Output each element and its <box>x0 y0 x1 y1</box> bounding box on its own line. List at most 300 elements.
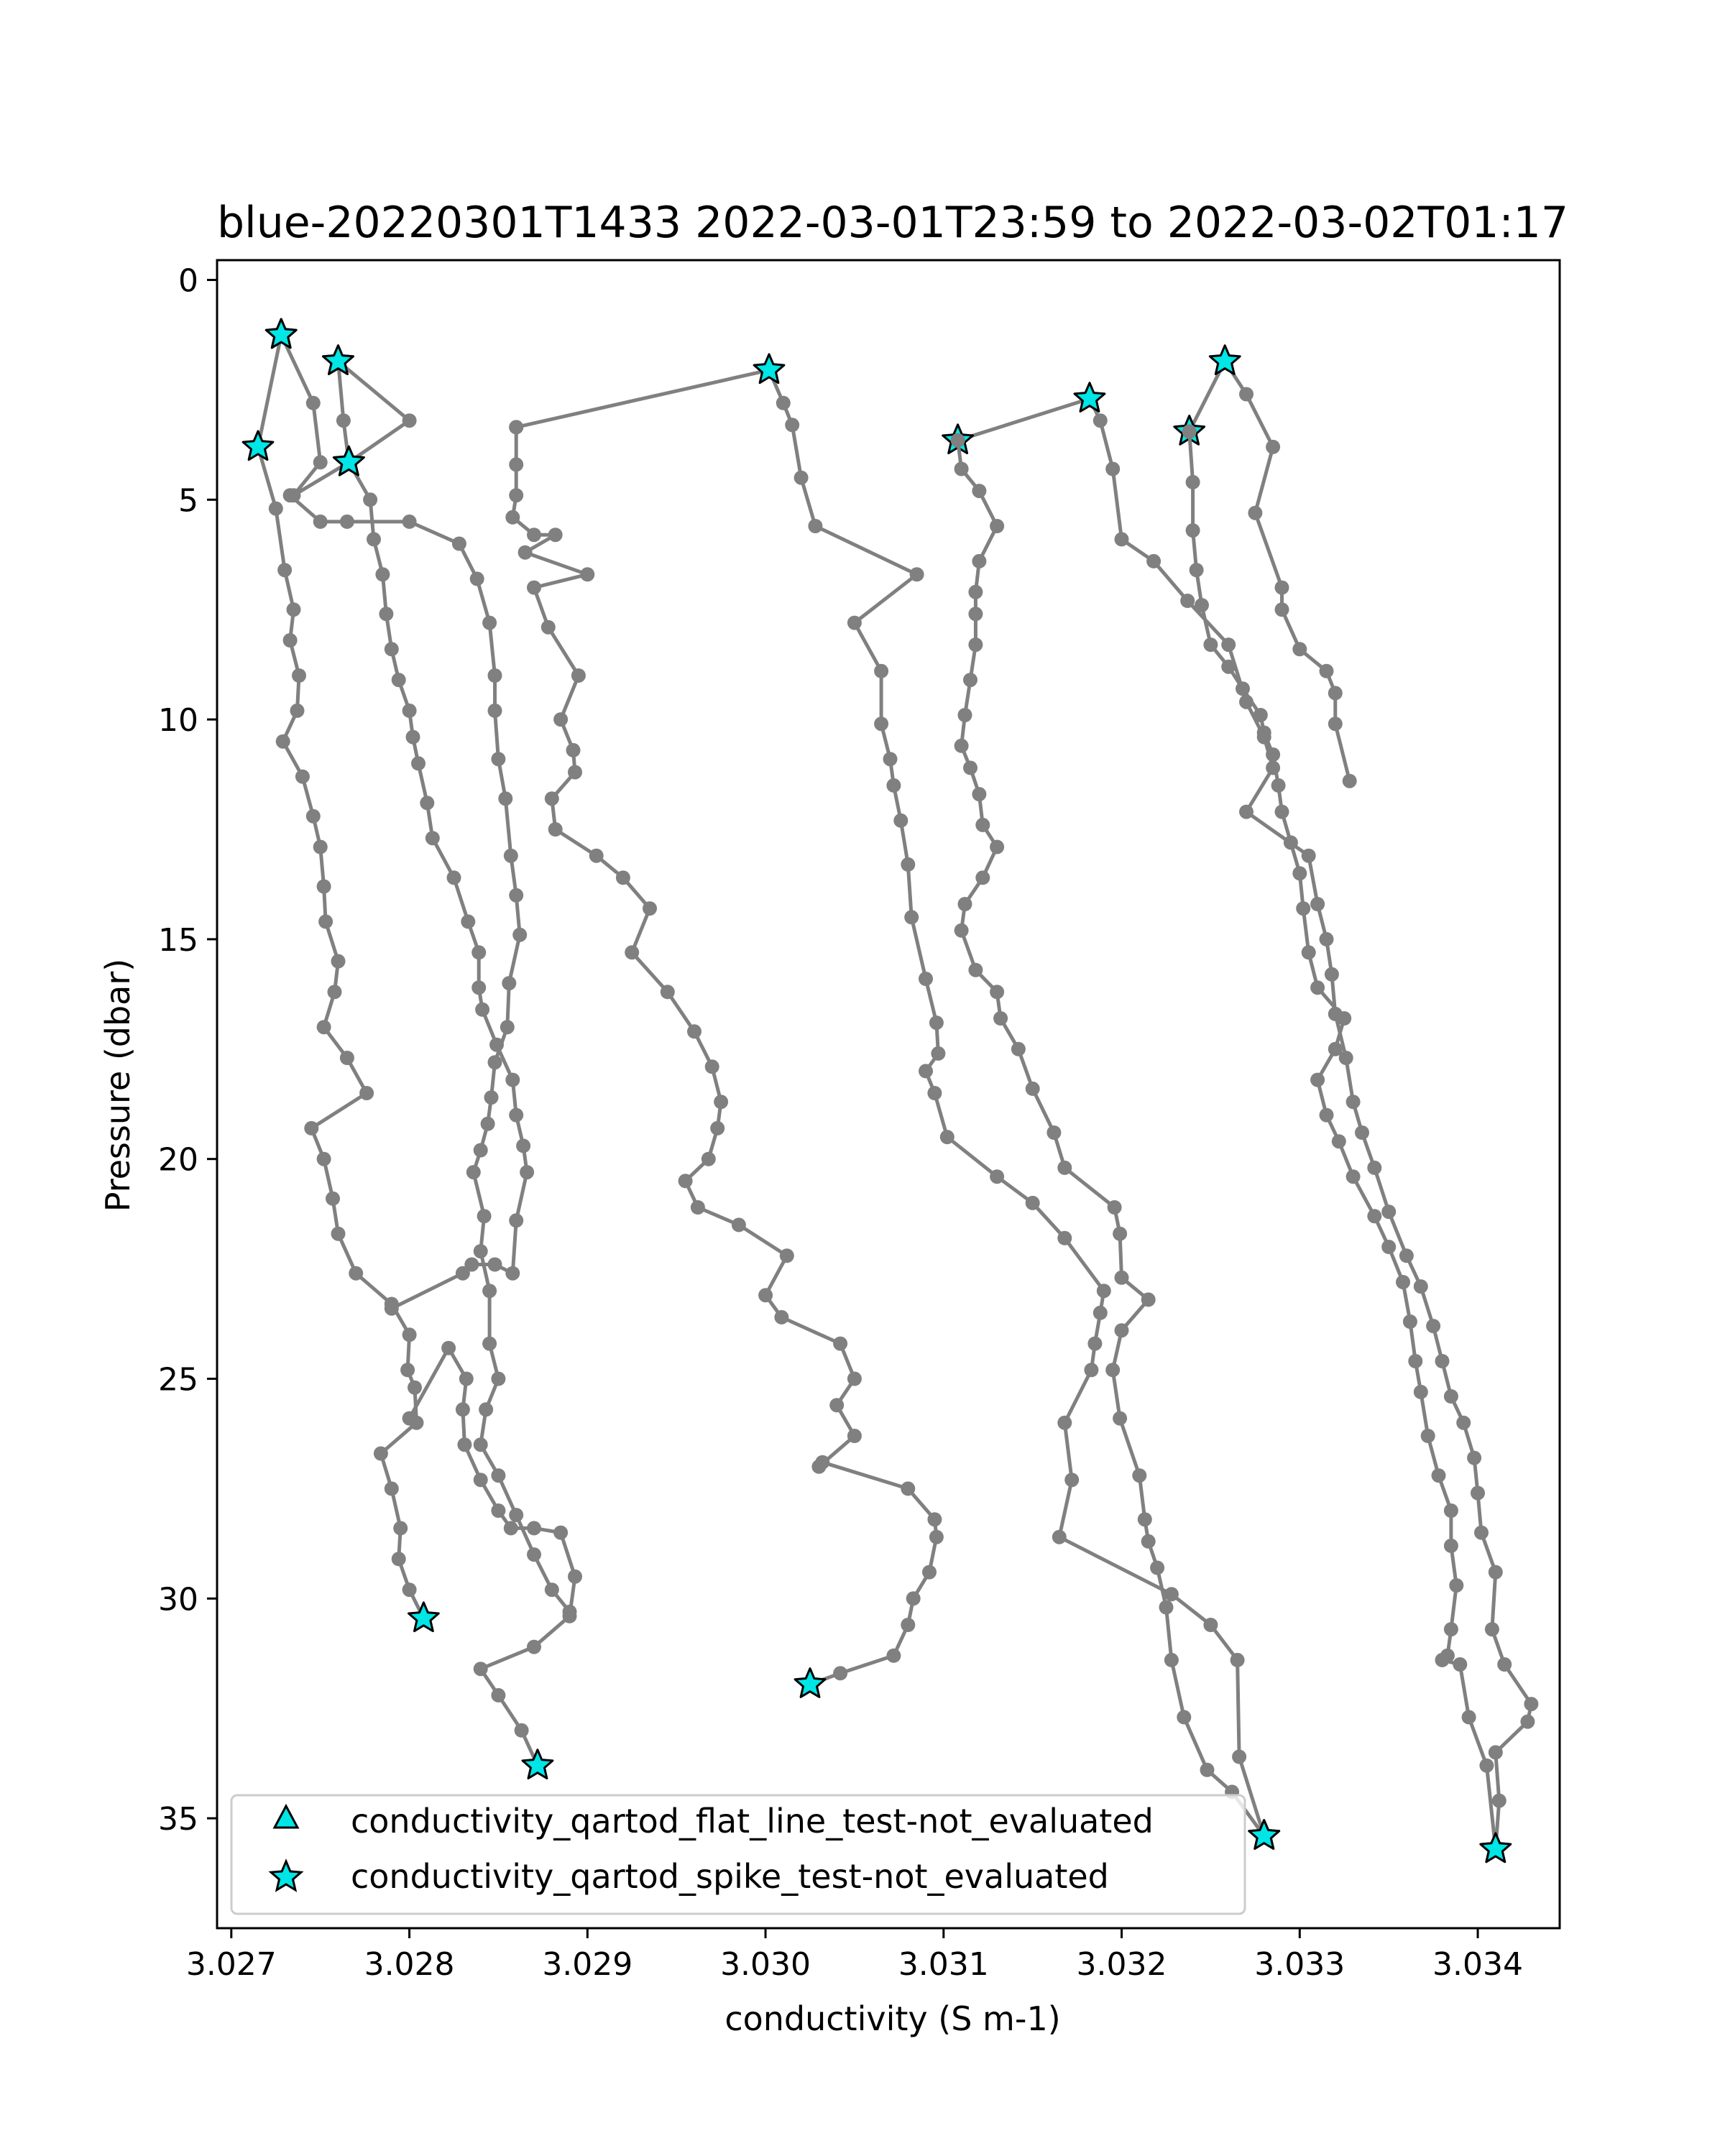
data-point <box>616 870 630 885</box>
data-point <box>488 668 502 683</box>
data-point <box>1232 1750 1246 1764</box>
data-point <box>1141 1292 1156 1307</box>
data-point <box>1435 1653 1450 1667</box>
data-point <box>901 1481 915 1496</box>
data-point <box>318 914 333 929</box>
data-point <box>1230 1653 1245 1667</box>
data-point <box>972 787 986 801</box>
data-point <box>457 1437 472 1452</box>
data-point <box>714 1095 728 1109</box>
data-point <box>1337 1011 1351 1026</box>
data-point <box>968 963 983 977</box>
data-point <box>625 945 639 959</box>
data-point <box>1115 1271 1129 1285</box>
data-point <box>886 778 901 793</box>
data-point <box>509 1508 523 1522</box>
data-point <box>306 809 321 824</box>
data-point <box>292 668 306 683</box>
data-point <box>402 1327 417 1342</box>
data-point <box>482 616 497 630</box>
data-point <box>1367 1209 1381 1223</box>
data-point <box>527 528 541 542</box>
data-point <box>518 545 533 560</box>
data-point <box>929 1015 944 1030</box>
data-point <box>406 730 420 745</box>
y-tick-label: 25 <box>158 1361 198 1399</box>
data-point <box>317 880 331 894</box>
data-point <box>474 1662 488 1676</box>
data-point <box>472 945 486 959</box>
data-point <box>847 1429 862 1443</box>
data-point <box>475 1003 489 1017</box>
data-point <box>732 1217 746 1232</box>
data-point <box>488 1258 502 1272</box>
data-point <box>466 1165 481 1179</box>
data-point <box>1057 1231 1072 1245</box>
y-tick-label: 30 <box>158 1581 198 1618</box>
data-point <box>1132 1468 1146 1483</box>
data-point <box>1186 523 1200 538</box>
data-point <box>505 1266 520 1281</box>
legend <box>231 1795 1245 1914</box>
data-point <box>571 668 586 683</box>
data-point <box>580 567 594 581</box>
data-point <box>774 1310 788 1325</box>
data-point <box>456 1402 470 1416</box>
data-point <box>1453 1657 1467 1672</box>
data-point <box>1115 1323 1129 1337</box>
data-point <box>515 1723 529 1738</box>
data-point <box>1057 1161 1072 1175</box>
data-point <box>1444 1539 1458 1553</box>
legend-label-spike: conductivity_qartod_spike_test-not_evaluated <box>351 1857 1109 1896</box>
data-point <box>461 914 475 929</box>
data-point <box>1108 1200 1122 1215</box>
data-point <box>1421 1429 1435 1443</box>
data-point <box>1084 1363 1098 1377</box>
data-point <box>901 1618 915 1632</box>
data-point <box>491 1468 505 1483</box>
data-point <box>954 739 969 753</box>
x-tick-label: 3.028 <box>364 1946 455 1983</box>
data-point <box>1138 1512 1152 1526</box>
data-point <box>785 418 799 432</box>
data-point <box>678 1174 693 1188</box>
data-point <box>459 1372 474 1386</box>
data-point <box>349 1266 363 1281</box>
data-point <box>1320 932 1334 946</box>
data-point <box>1346 1095 1361 1109</box>
data-point <box>1381 1204 1396 1219</box>
data-point <box>661 985 675 999</box>
data-point <box>488 704 502 718</box>
data-point <box>1113 1227 1127 1241</box>
data-point <box>1435 1354 1450 1368</box>
y-tick-label: 0 <box>178 262 198 300</box>
data-point <box>1328 1042 1343 1056</box>
data-point <box>927 1086 942 1100</box>
data-point <box>548 822 563 837</box>
data-point <box>702 1152 716 1166</box>
data-point <box>940 1130 954 1144</box>
data-point <box>1275 805 1289 819</box>
data-point <box>954 462 969 476</box>
data-point <box>1052 1530 1067 1544</box>
data-point <box>833 1666 847 1680</box>
data-point <box>1271 778 1286 793</box>
data-point <box>1087 1337 1102 1351</box>
data-point <box>491 1372 505 1386</box>
data-point <box>474 1473 488 1487</box>
data-point <box>474 1437 488 1452</box>
data-point <box>1444 1622 1458 1636</box>
data-point <box>1292 642 1307 656</box>
data-point <box>1310 1073 1325 1087</box>
data-point <box>1105 462 1120 476</box>
data-point <box>1479 1759 1494 1773</box>
data-point <box>963 760 978 775</box>
data-point <box>1093 413 1108 428</box>
data-point <box>794 471 809 485</box>
data-point <box>951 433 965 448</box>
data-point <box>1408 1354 1422 1368</box>
data-point <box>1292 866 1307 880</box>
data-point <box>1182 425 1197 439</box>
data-point <box>482 1284 497 1298</box>
data-point <box>808 519 822 533</box>
data-point <box>687 1024 702 1038</box>
data-point <box>847 616 862 630</box>
data-point <box>922 1565 937 1580</box>
data-point <box>1449 1578 1463 1593</box>
data-point <box>340 515 354 529</box>
data-point <box>1310 980 1325 995</box>
data-point <box>313 840 328 854</box>
y-tick-label: 20 <box>158 1141 198 1179</box>
data-point <box>306 396 321 410</box>
data-point <box>509 1213 523 1227</box>
data-point <box>527 1521 541 1535</box>
data-point <box>758 1288 773 1302</box>
data-point <box>374 1447 388 1461</box>
data-point <box>1302 945 1316 959</box>
data-point <box>1159 1600 1174 1615</box>
data-point <box>1489 1565 1503 1580</box>
data-point <box>553 1526 568 1540</box>
data-point <box>1414 1279 1428 1294</box>
data-point <box>975 870 990 885</box>
data-point <box>1248 506 1262 520</box>
x-tick-label: 3.027 <box>185 1946 277 1983</box>
data-point <box>1432 1468 1446 1483</box>
data-point <box>910 567 924 581</box>
y-tick-label: 15 <box>158 921 198 959</box>
data-point <box>1310 897 1325 911</box>
data-point <box>502 976 516 990</box>
data-point <box>402 1411 417 1426</box>
data-point <box>1254 708 1268 722</box>
data-point <box>331 1227 346 1241</box>
data-point <box>482 1337 497 1351</box>
data-point <box>1026 1082 1040 1096</box>
data-point <box>505 1073 520 1087</box>
data-point <box>447 870 461 885</box>
data-point <box>1284 835 1298 849</box>
data-point <box>313 455 328 469</box>
data-point <box>1146 554 1161 568</box>
data-point <box>1325 967 1339 982</box>
data-point <box>504 1521 518 1535</box>
data-point <box>874 664 888 678</box>
data-point <box>317 1020 331 1034</box>
data-point <box>328 985 342 999</box>
data-point <box>283 488 298 502</box>
data-point <box>929 1530 944 1544</box>
data-point <box>1046 1125 1061 1140</box>
data-point <box>589 849 604 863</box>
data-point <box>385 1302 399 1316</box>
data-point <box>568 1570 582 1584</box>
data-point <box>1414 1385 1428 1399</box>
data-point <box>479 1402 493 1416</box>
data-point <box>1471 1486 1485 1501</box>
data-point <box>1257 726 1271 740</box>
data-point <box>919 972 933 986</box>
data-point <box>1221 660 1236 674</box>
data-point <box>833 1337 847 1351</box>
data-point <box>283 633 298 648</box>
chart-title: blue-20220301T1433 2022-03-01T23:59 to 2022-03-02T01:17 <box>216 198 1569 248</box>
data-point <box>691 1200 705 1215</box>
data-point <box>295 770 310 784</box>
data-point <box>1467 1451 1481 1465</box>
data-point <box>847 1372 862 1386</box>
data-point <box>927 1512 942 1526</box>
data-point <box>710 1121 724 1135</box>
data-point <box>963 673 978 687</box>
data-point <box>1343 774 1357 788</box>
data-point <box>931 1046 945 1061</box>
data-point <box>1164 1653 1179 1667</box>
data-point <box>512 928 527 942</box>
data-point <box>1462 1710 1476 1724</box>
data-point <box>780 1248 794 1263</box>
data-point <box>527 581 541 595</box>
data-point <box>1320 664 1334 678</box>
x-tick-label: 3.029 <box>542 1946 633 1983</box>
data-point <box>1164 1587 1179 1601</box>
data-point <box>505 510 520 525</box>
data-point <box>509 420 523 434</box>
data-point <box>408 1381 422 1395</box>
data-point <box>1203 637 1218 652</box>
data-point <box>993 1011 1008 1026</box>
data-point <box>359 1086 374 1100</box>
data-point <box>1396 1275 1410 1289</box>
data-point <box>1275 581 1289 595</box>
data-point <box>520 1165 534 1179</box>
data-point <box>893 814 908 828</box>
data-point <box>705 1059 719 1074</box>
data-point <box>509 488 523 502</box>
data-point <box>545 791 559 806</box>
x-tick-label: 3.032 <box>1076 1946 1167 1983</box>
data-point <box>392 673 406 687</box>
data-point <box>1115 532 1129 546</box>
data-point <box>968 585 983 599</box>
data-point <box>402 1583 417 1597</box>
data-point <box>1266 747 1280 762</box>
data-point <box>317 1152 331 1166</box>
data-point <box>402 515 417 529</box>
data-point <box>426 831 440 845</box>
data-point <box>326 1192 340 1206</box>
data-point <box>1399 1248 1414 1263</box>
data-point <box>919 1064 933 1078</box>
data-point <box>1456 1416 1471 1430</box>
data-point <box>1239 387 1254 402</box>
data-point <box>527 1547 541 1562</box>
data-point <box>990 1169 1004 1184</box>
data-point <box>488 1055 502 1069</box>
data-point <box>1489 1745 1503 1759</box>
data-point <box>972 554 986 568</box>
data-point <box>340 1051 354 1065</box>
data-point <box>1180 594 1195 608</box>
data-point <box>1177 1710 1191 1724</box>
data-point <box>516 1138 530 1153</box>
data-point <box>385 642 399 656</box>
x-tick-label: 3.034 <box>1432 1946 1524 1983</box>
data-point <box>477 1209 492 1223</box>
data-point <box>276 734 290 749</box>
data-point <box>375 567 390 581</box>
data-point <box>968 637 983 652</box>
data-point <box>1275 602 1289 617</box>
data-point <box>472 980 486 995</box>
data-point <box>290 704 305 718</box>
data-point <box>990 519 1004 533</box>
data-point <box>1150 1561 1164 1575</box>
y-tick-label: 5 <box>178 482 198 520</box>
x-tick-label: 3.030 <box>720 1946 811 1983</box>
data-point <box>541 620 556 635</box>
data-point <box>474 1143 488 1158</box>
data-point <box>363 492 377 507</box>
y-tick-label: 10 <box>158 702 198 740</box>
data-point <box>1524 1697 1538 1711</box>
data-point <box>1381 1240 1396 1254</box>
data-point <box>1190 563 1204 577</box>
data-point <box>393 1521 408 1535</box>
data-point <box>1444 1503 1458 1518</box>
data-point <box>336 413 351 428</box>
data-point <box>1346 1169 1361 1184</box>
data-point <box>1332 1134 1346 1148</box>
data-point <box>1064 1473 1079 1487</box>
data-point <box>313 515 328 529</box>
data-point <box>1057 1416 1072 1430</box>
data-point <box>1328 686 1343 700</box>
data-point <box>1426 1319 1440 1333</box>
data-point <box>400 1363 415 1377</box>
data-point <box>456 1266 470 1281</box>
data-point <box>1011 1042 1026 1056</box>
data-point <box>1093 1306 1108 1320</box>
data-point <box>906 1591 921 1606</box>
data-point <box>481 1117 495 1131</box>
data-point <box>331 954 346 969</box>
y-axis-label: Pressure (dbar) <box>98 958 137 1212</box>
data-point <box>548 528 563 542</box>
data-point <box>452 537 466 551</box>
data-point <box>958 708 972 722</box>
data-point <box>1203 1618 1218 1632</box>
data-point <box>509 1108 523 1123</box>
data-point <box>972 484 986 498</box>
data-point <box>1105 1363 1120 1377</box>
data-point <box>968 607 983 621</box>
data-point <box>1200 1763 1215 1777</box>
x-tick-label: 3.031 <box>898 1946 989 1983</box>
data-point <box>1141 1534 1156 1549</box>
data-point <box>474 1244 488 1258</box>
data-point <box>1266 440 1280 454</box>
data-point <box>954 923 969 938</box>
data-point <box>498 791 512 806</box>
data-point <box>402 413 417 428</box>
data-point <box>441 1341 456 1355</box>
data-point <box>1520 1715 1535 1729</box>
data-point <box>1492 1794 1506 1808</box>
data-point <box>901 857 915 872</box>
data-point <box>990 840 1004 854</box>
data-point <box>402 704 417 718</box>
data-point <box>643 901 657 916</box>
data-point <box>1367 1161 1381 1175</box>
data-point <box>527 1640 541 1654</box>
data-point <box>491 752 505 766</box>
data-point <box>886 1649 901 1663</box>
data-point <box>304 1121 318 1135</box>
data-point <box>1026 1196 1040 1210</box>
data-point <box>1236 681 1250 696</box>
data-point <box>1355 1125 1369 1140</box>
data-point <box>500 1020 515 1034</box>
x-tick-label: 3.033 <box>1254 1946 1346 1983</box>
legend-label-flat-line: conductivity_qartod_flat_line_test-not_evaluated <box>351 1802 1154 1841</box>
data-point <box>975 818 990 832</box>
data-point <box>883 752 898 766</box>
data-point <box>904 910 919 924</box>
data-point <box>829 1398 844 1412</box>
data-point <box>568 765 582 780</box>
data-point <box>491 1503 505 1518</box>
data-point <box>470 571 484 586</box>
data-point <box>411 756 426 770</box>
data-point <box>1221 637 1236 652</box>
data-point <box>509 457 523 471</box>
data-point <box>1320 1108 1334 1123</box>
data-point <box>1328 717 1343 731</box>
data-point <box>277 563 292 577</box>
data-point <box>367 532 381 546</box>
data-point <box>392 1552 406 1566</box>
data-point <box>269 502 283 516</box>
data-point <box>1186 475 1200 489</box>
data-point <box>420 796 434 810</box>
data-point <box>1195 598 1209 612</box>
